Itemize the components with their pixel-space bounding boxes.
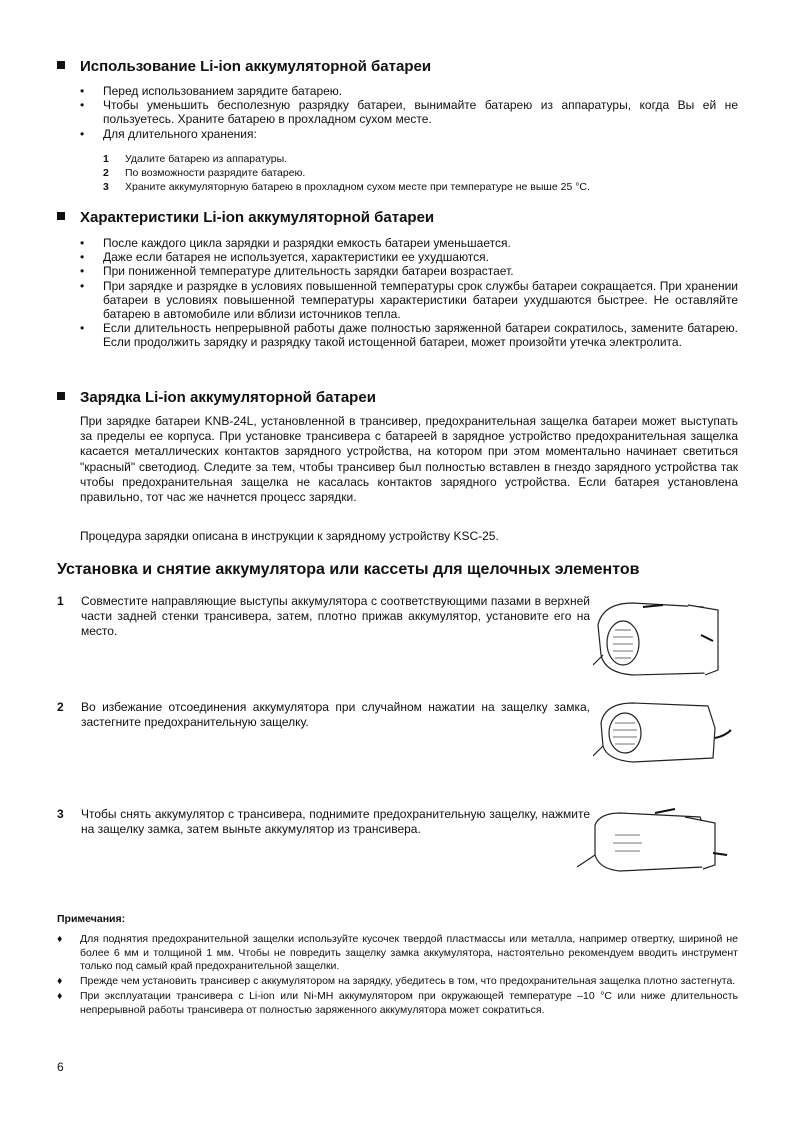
- install-step-1: 1 Совместите направляющие выступы аккумулятора с соответствующими пазами в верхней части задней стенки трансивера, затем, плотно прижав аккумулятор, установите его на место.: [57, 594, 590, 638]
- bullet-icon: •: [80, 264, 85, 279]
- square-bullet-icon: [57, 212, 65, 220]
- diamond-bullet-icon: ♦: [57, 989, 63, 1002]
- battery-remove-illustration: [575, 805, 735, 885]
- list-item: • После каждого цикла зарядки и разрядки емкость батареи уменьшается.: [80, 236, 511, 250]
- list-item: 1 Удалите батарею из аппаратуры.: [103, 153, 288, 165]
- heading-text: Характеристики Li-ion аккумуляторной батареи: [80, 209, 435, 226]
- diamond-bullet-icon: ♦: [57, 933, 63, 945]
- charging-procedure-note: Процедура зарядки описана в инструкции к зарядному устройству KSC-25.: [80, 529, 499, 543]
- notes-list: [57, 933, 738, 1018]
- square-bullet-icon: [57, 392, 65, 400]
- heading-text: Использование Li-ion аккумуляторной батареи: [80, 58, 432, 75]
- latch-close-illustration: [593, 698, 743, 768]
- heading-text: Зарядка Li-ion аккумуляторной батареи: [80, 389, 376, 406]
- storage-steps: [103, 152, 733, 194]
- bullet-icon: •: [80, 250, 85, 265]
- list-item: 3 Храните аккумуляторную батарею в прохладном сухом месте при температуре не выше 25 °C.: [103, 181, 590, 193]
- usage-bullets: [80, 84, 738, 141]
- list-item: • Перед использованием зарядите батарею.: [80, 84, 343, 98]
- page-number: 6: [57, 1060, 64, 1074]
- list-item: • При зарядке и разрядке в условиях повышенной температуры срок службы батареи сокращается. При хранении батареи в условиях повышенной температуры характеристики батареи ухудшаются быстрее. Не оставляйте батарею в автомобиле или вблизи источников тепла.: [80, 278, 738, 322]
- charging-paragraph: При зарядке батареи KNB-24L, установленной в трансивер, предохранительная защелка батареи может выступать за пределы ее корпуса. При установке трансивера с батареей в зарядное устройство предохранительная защелка касается металлических контактов зарядного устройства, на котором при этом моментально начинает светиться "красный" светодиод. Следите за тем, чтобы трансивер был полностью вставлен в гнездо зарядного устройства так чтобы предохранительная защелка не касалась контактов зарядного устройства. Если батарея установлена правильно, тот час же начнется процесс зарядки.: [80, 414, 738, 505]
- bullet-icon: •: [80, 98, 85, 113]
- arrow-icon: [655, 809, 675, 813]
- list-item: 2 По возможности разрядите батарею.: [103, 167, 306, 179]
- note-item: ♦ При эксплуатации трансивера с Li-ion или Ni-MH аккумулятором при окружающей температуре –10 °C или ниже длительность непрерывной работы трансивера от полностью заряженного аккумулятора может сократиться.: [57, 989, 738, 1016]
- list-item: • Даже если батарея не используется, характеристики ее ухудшаются.: [80, 250, 489, 265]
- bullet-icon: •: [80, 236, 85, 250]
- list-item: • Чтобы уменьшить бесполезную разрядку батареи, вынимайте батарею из аппаратуры, когда Вы ей не пользуетесь. Храните батарею в прохладном сухом месте.: [80, 98, 738, 127]
- list-item: • При пониженной температуре длительность зарядки батареи возрастает.: [80, 264, 514, 279]
- battery-attach-illustration: [593, 595, 743, 685]
- section-heading-characteristics: [57, 209, 434, 226]
- list-item: • Если длительность непрерывной работы даже полностью заряженной батареи сократилось, замените батарею. Если продолжить зарядку и разрядку такой истощенной батареи, может произойти утечка электролита.: [80, 321, 738, 350]
- section-heading-usage: [57, 58, 431, 75]
- section-heading-charging: [57, 389, 376, 406]
- bullet-icon: •: [80, 278, 85, 293]
- list-item: • Для длительного хранения:: [80, 126, 257, 141]
- note-item: ♦ Для поднятия предохранительной защелки используйте кусочек твердой пластмассы или металла, например отвертку, шириной не более 6 мм и толщиной 1 мм. Чтобы не повредить защелку замка аккумулятора, настоятельно рекомендуем вводить инструмент только под самый край предохранительной защелки.: [57, 933, 738, 973]
- arrow-icon: [715, 730, 731, 738]
- note-item: ♦ Прежде чем установить трансивер с аккумулятором на зарядку, убедитесь в том, что предохранительная защелка плотно застегнута.: [57, 975, 736, 988]
- install-heading: Установка и снятие аккумулятора или кассеты для щелочных элементов: [57, 561, 640, 578]
- characteristics-bullets: [80, 236, 738, 350]
- notes-heading: Примечания:: [57, 913, 126, 925]
- bullet-icon: •: [80, 321, 85, 336]
- diamond-bullet-icon: ♦: [57, 975, 63, 988]
- bullet-icon: •: [80, 84, 85, 98]
- install-step-2: 2 Во избежание отсоединения аккумулятора при случайном нажатии на защелку замка, застегните предохранительную защелку.: [57, 700, 590, 729]
- square-bullet-icon: [57, 61, 65, 69]
- install-step-3: 3 Чтобы снять аккумулятор с трансивера, поднимите предохранительную защелку, нажмите на защелку замка, затем выньте аккумулятор из трансивера.: [57, 807, 590, 836]
- bullet-icon: •: [80, 126, 85, 141]
